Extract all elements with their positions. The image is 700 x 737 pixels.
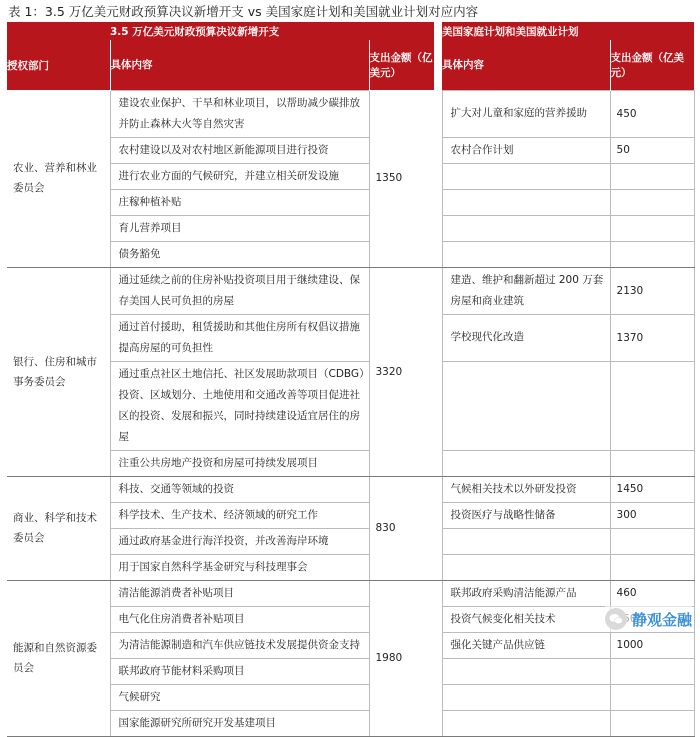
content-cell: 清洁能源消费者补贴项目 (110, 580, 369, 606)
table-row (7, 554, 694, 580)
header-amount: 支出金额（亿美元） (369, 40, 434, 90)
table-body (7, 90, 694, 736)
dept-cell: 能源和自然资源委员会 (7, 580, 110, 736)
wechat-icon (605, 608, 627, 630)
us-amount-cell (610, 241, 694, 267)
content-cell: 债务豁免 (110, 241, 369, 267)
content-cell: 用于国家自然科学基金研究与科技理事会 (110, 554, 369, 580)
content-cell: 通过重点社区土地信托、社区发展助款项目（CDBG）投资、区域划分、土地使用和交通改善等项目促进社区的投资、发展和振兴，同时持续建设适宜居住的房屋 (110, 361, 369, 450)
table-row (7, 606, 694, 632)
watermark-text: 静观金融 (631, 610, 692, 629)
table-row (7, 90, 694, 137)
content-cell: 注重公共房地产投资和房屋可持续发展项目 (110, 450, 369, 476)
table-row (7, 163, 694, 189)
us-amount-cell: 450 (610, 90, 694, 137)
table-row (7, 710, 694, 736)
us-content-cell (442, 554, 610, 580)
content-cell: 国家能源研究所研究开发基建项目 (110, 710, 369, 736)
content-cell: 通过政府基金进行海洋投资，并改善海岸环境 (110, 528, 369, 554)
amount-cell: 3320 (369, 267, 434, 476)
table-row (7, 528, 694, 554)
budget-table (7, 22, 695, 737)
content-cell: 为清洁能源制造和汽车供应链技术发展提供资金支持 (110, 632, 369, 658)
us-content-cell: 联邦政府采购清洁能源产品 (442, 580, 610, 606)
us-content-cell (442, 658, 610, 684)
us-amount-cell (610, 189, 694, 215)
us-content-cell: 学校现代化改造 (442, 314, 610, 361)
us-amount-cell: 2130 (610, 267, 694, 314)
amount-cell: 830 (369, 476, 434, 580)
content-cell: 气候研究 (110, 684, 369, 710)
us-amount-cell: 1450 (610, 476, 694, 502)
table-row (7, 580, 694, 606)
us-amount-cell (610, 163, 694, 189)
header-dept: 授权部门 (7, 40, 110, 90)
header-us-content: 具体内容 (442, 40, 610, 90)
us-amount-cell (610, 361, 694, 450)
header-content: 具体内容 (110, 40, 369, 90)
us-amount-cell: 50 (610, 137, 694, 163)
table-row (7, 137, 694, 163)
us-content-cell (442, 450, 610, 476)
table-row (7, 450, 694, 476)
us-content-cell (442, 710, 610, 736)
content-cell: 育儿营养项目 (110, 215, 369, 241)
dept-cell: 商业、科学和技术委员会 (7, 476, 110, 580)
content-cell: 通过延续之前的住房补贴投资项目用于继续建设、保存美国人民可负担的房屋 (110, 267, 369, 314)
us-content-cell (442, 189, 610, 215)
table-row (7, 684, 694, 710)
us-content-cell: 建造、维护和翻新超过 200 万套房屋和商业建筑 (442, 267, 610, 314)
dept-cell: 农业、营养和林业委员会 (7, 90, 110, 267)
dept-cell: 银行、住房和城市事务委员会 (7, 267, 110, 476)
us-content-cell: 气候相关技术以外研发投资 (442, 476, 610, 502)
us-content-cell (442, 361, 610, 450)
us-amount-cell (610, 528, 694, 554)
content-cell: 科学技术、生产技术、经济领域的研究工作 (110, 502, 369, 528)
us-content-cell (442, 528, 610, 554)
us-content-cell: 扩大对儿童和家庭的营养援助 (442, 90, 610, 137)
content-cell: 科技、交通等领域的投资 (110, 476, 369, 502)
header-column-row (7, 40, 694, 90)
us-content-cell (442, 241, 610, 267)
us-amount-cell (610, 684, 694, 710)
table-row (7, 361, 694, 450)
table-caption: 表 1：3.5 万亿美元财政预算决议新增开支 vs 美国家庭计划和美国就业计划对应内容 (8, 4, 479, 19)
us-content-cell: 投资医疗与战略性储备 (442, 502, 610, 528)
us-content-cell: 强化关键产品供应链 (442, 632, 610, 658)
us-amount-cell: 1000 (610, 632, 694, 658)
content-cell: 电气化住房消费者补贴项目 (110, 606, 369, 632)
us-amount-cell: 460 (610, 580, 694, 606)
us-amount-cell: 300 (610, 502, 694, 528)
us-content-cell (442, 163, 610, 189)
us-amount-cell (610, 450, 694, 476)
content-cell: 进行农业方面的气候研究，并建立相关研发设施 (110, 163, 369, 189)
us-content-cell: 农村合作计划 (442, 137, 610, 163)
us-amount-cell (610, 710, 694, 736)
us-amount-cell (610, 554, 694, 580)
header-left-group: 3.5 万亿美元财政预算决议新增开支 (110, 22, 434, 40)
us-content-cell (442, 215, 610, 241)
us-content-cell (442, 684, 610, 710)
table-row (7, 241, 694, 267)
us-amount-cell (610, 215, 694, 241)
table-row (7, 502, 694, 528)
amount-cell: 1980 (369, 580, 434, 736)
table-row (7, 658, 694, 684)
header-group-row (7, 22, 694, 40)
amount-cell: 1350 (369, 90, 434, 267)
table-row (7, 632, 694, 658)
table-row (7, 215, 694, 241)
content-cell: 通过首付援助，租赁援助和其他住房所有权倡议措施提高房屋的可负担性 (110, 314, 369, 361)
header-right-group: 美国家庭计划和美国就业计划 (442, 22, 694, 40)
us-amount-cell (610, 658, 694, 684)
content-cell: 庄稼种植补贴 (110, 189, 369, 215)
table-row (7, 189, 694, 215)
table-row (7, 476, 694, 502)
table-row (7, 314, 694, 361)
content-cell: 联邦政府节能材料采购项目 (110, 658, 369, 684)
us-content-cell: 投资气候变化相关技术 (442, 606, 610, 632)
table-row (7, 267, 694, 314)
us-amount-cell: 1370 (610, 314, 694, 361)
header-us-amount: 支出金额（亿美元） (610, 40, 694, 90)
content-cell: 农村建设以及对农村地区新能源项目进行投资 (110, 137, 369, 163)
watermark (605, 606, 692, 632)
content-cell: 建设农业保护、干旱和林业项目，以帮助减少碳排放并防止森林大火等自然灾害 (110, 90, 369, 137)
